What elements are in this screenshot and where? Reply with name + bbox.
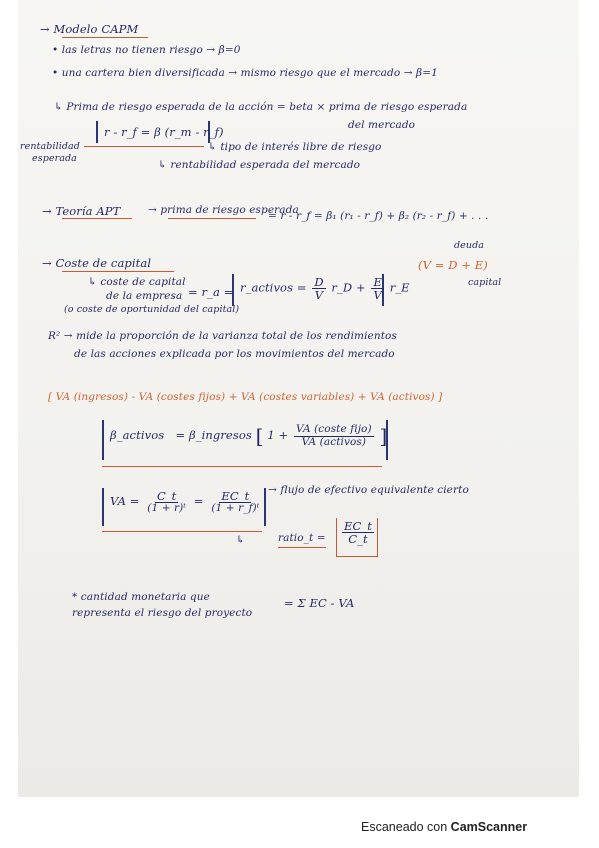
va-sum-formula: [ VA (ingresos) - VA (costes fijos) + VA (costes variables) + VA (activos) ] — [48, 391, 443, 403]
wacc-re: r_E — [389, 280, 410, 295]
wacc-v-1: V — [314, 288, 324, 303]
v-formula: (V = D + E) — [418, 258, 488, 272]
beta-lhs: β_activos — [110, 428, 165, 442]
beta-den: VA (activos) — [301, 435, 367, 448]
coste-line-3: (o coste de oportunidad del capital) — [64, 304, 240, 315]
ratio-label-underline — [278, 547, 326, 548]
capm-formula: r - r_f = β (r_m - r_f) — [104, 125, 224, 139]
beta-formula: β_activos = β_ingresos [ 1 + $\frac{\text{VA (coste fijo)}}{\text{VA (activos)}}$ ] — [110, 423, 388, 448]
coste-line-2: de la empresa — [106, 290, 183, 302]
wacc-lhs: r_activos = — [240, 280, 307, 295]
capital-label: capital — [468, 277, 502, 288]
coste-heading: → Coste de capital — [42, 256, 152, 270]
capm-heading: → Modelo CAPM — [40, 22, 139, 36]
va-fraction-2 — [209, 490, 261, 514]
prima-line-1: ↳ Prima de riesgo esperada de la acción = beta × prima de riesgo esperada — [54, 101, 468, 113]
apt-prima: → prima de riesgo esperada — [148, 204, 299, 216]
ratio-num: EC_t — [344, 519, 372, 533]
deuda-label: deuda — [454, 240, 485, 251]
rentabilidad-label: rentabilidad — [20, 141, 80, 152]
apt-formula: = r - r_f = β₁ (r₁ - r_f) + β₂ (r₂ - r_f) + . . . — [268, 210, 489, 222]
wacc-v-2: V — [373, 288, 382, 303]
va-den-2: (1 + r_f)ᵗ — [211, 502, 260, 515]
cantidad-formula: = Σ EC - VA — [284, 596, 355, 610]
bullet-cartera: • una cartera bien diversificada → mismo riesgo que el mercado → β=1 — [52, 67, 438, 79]
ra-equals: = r_a = — [188, 285, 234, 299]
va-lhs: VA = — [110, 494, 140, 509]
ratio-arrow: ↳ — [236, 534, 245, 546]
ratio-fraction — [342, 520, 374, 545]
coste-line-1: ↳ coste de capital — [88, 276, 186, 288]
va-fraction-1 — [145, 490, 188, 514]
apt-underline — [62, 218, 132, 219]
capm-formula-underline — [84, 146, 204, 147]
r2-line-2: de las acciones explicada por los movimientos del mercado — [74, 348, 395, 360]
ratio-label: ratio_t = — [278, 532, 326, 544]
wacc-e-fraction — [371, 276, 384, 301]
va-eq: = — [193, 494, 204, 509]
wacc-d-fraction — [312, 276, 325, 301]
va-underline — [102, 531, 262, 532]
wacc-formula — [240, 276, 410, 301]
beta-one: 1 + — [267, 428, 289, 442]
flujo-note: → flujo de efectivo equivalente cierto — [268, 484, 469, 496]
wacc-e: E — [373, 275, 382, 289]
bullet-letras: • las letras no tienen riesgo → β=0 — [52, 44, 241, 56]
ratio-den: C_t — [348, 532, 368, 547]
va-ect: EC_t — [221, 489, 250, 503]
apt-prima-underline — [168, 218, 256, 219]
va-den-1: (1 + r)ᵗ — [147, 502, 187, 515]
apt-heading: → Teoría APT — [42, 204, 121, 218]
scanned-page — [18, 0, 579, 797]
rent-mercado-note: ↳ rentabilidad esperada del mercado — [158, 159, 361, 171]
ratio-fraction-wrap — [340, 520, 376, 545]
va-sum-brackets — [48, 391, 442, 403]
footer-brand: CamScanner — [450, 820, 528, 834]
cantidad-line-1: * cantidad monetaria que — [72, 591, 210, 603]
r2-line-1: R² → mide la proporción de la varianza total de los rendimientos — [48, 330, 397, 342]
wacc-d: D — [314, 275, 324, 289]
tipo-libre-note: ↳ tipo de interés libre de riesgo — [208, 141, 382, 153]
prima-line-2: del mercado — [348, 119, 416, 131]
beta-num: VA (coste fijo) — [296, 423, 372, 436]
va-formula-row — [110, 490, 263, 514]
wacc-rd: r_D + — [331, 280, 366, 295]
beta-underline — [102, 466, 382, 467]
esperada-label: esperada — [32, 153, 77, 164]
beta-eq: = β_ingresos — [175, 428, 252, 442]
camscanner-footer — [361, 820, 527, 834]
cantidad-line-2: representa el riesgo del proyecto — [72, 607, 253, 619]
coste-underline — [62, 271, 174, 272]
capm-underline — [62, 37, 148, 38]
footer-prefix: Escaneado con — [361, 820, 448, 834]
va-ct: C_t — [156, 489, 177, 503]
beta-fraction — [294, 424, 374, 447]
